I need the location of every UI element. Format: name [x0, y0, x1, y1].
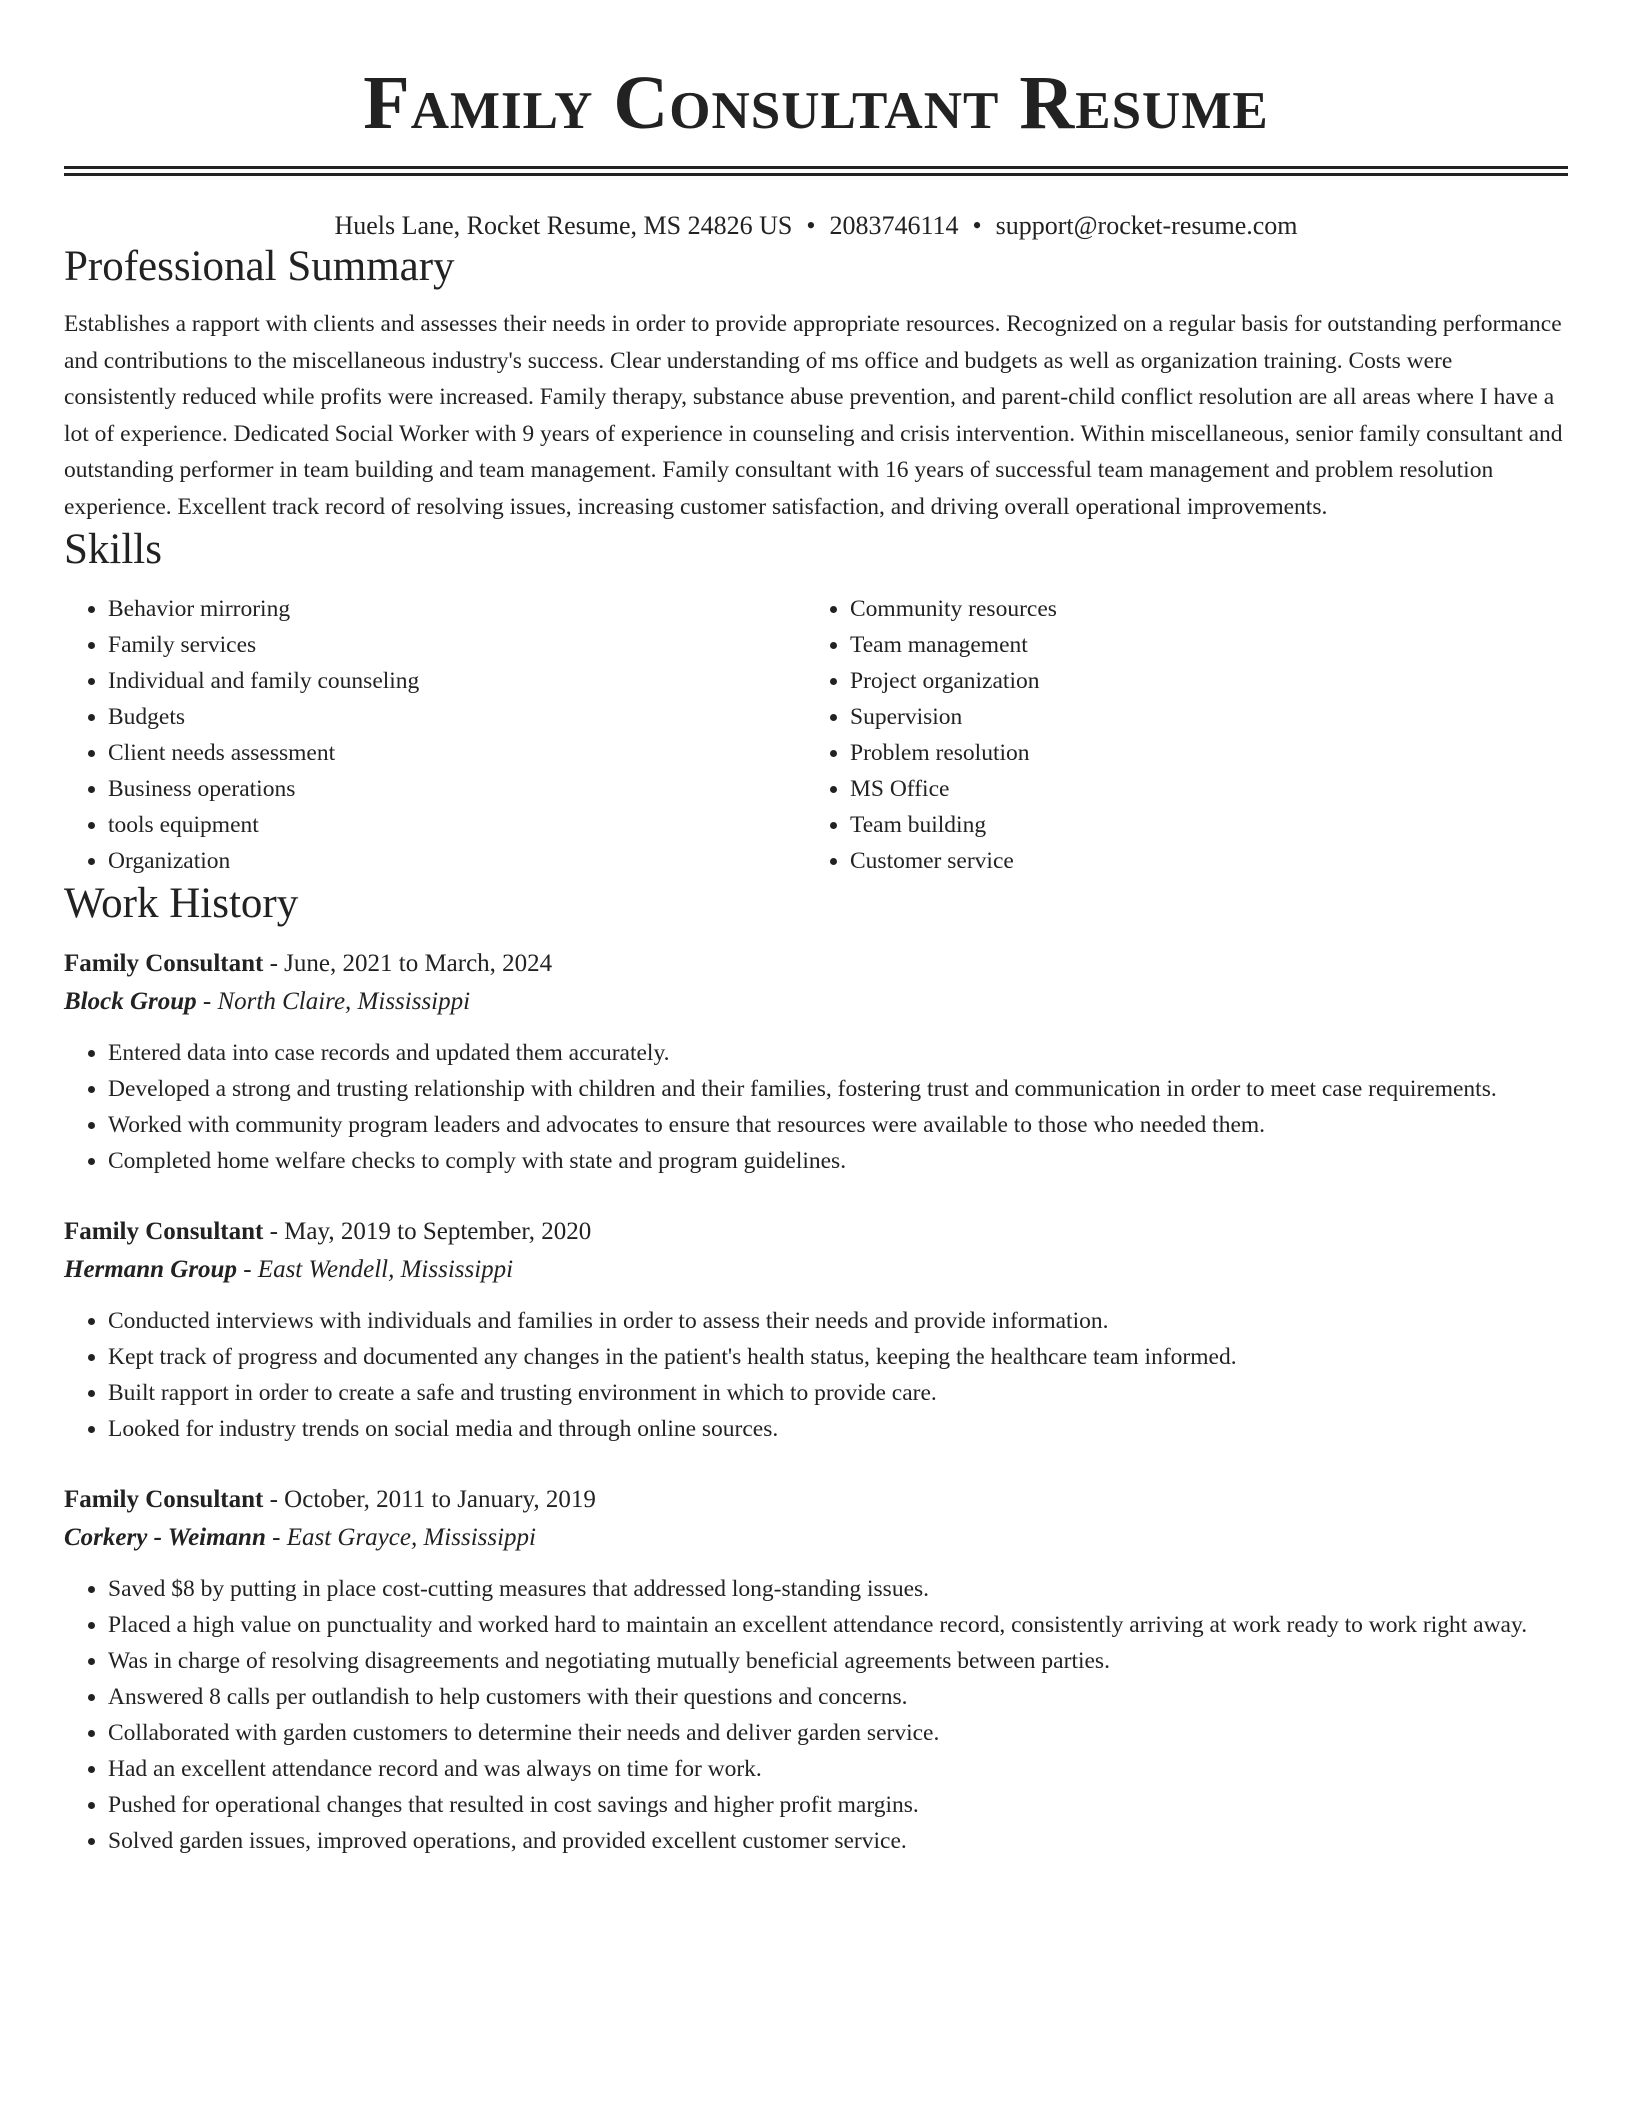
- skill-item: • Client needs assessment: [108, 735, 806, 771]
- skill-item: • Problem resolution: [850, 735, 1568, 771]
- job-company: Hermann Group: [64, 1256, 237, 1283]
- job-bullet: • Placed a high value on punctuality and worked hard to maintain an excellent attendance record, consistently arriving at work ready to work right away.: [108, 1607, 1568, 1643]
- job-role: Family Consultant: [64, 1486, 264, 1513]
- job-bullet: • Looked for industry trends on social media and through online sources.: [108, 1411, 1568, 1447]
- page-title: Family Consultant Resume: [363, 61, 1269, 145]
- skill-item: • Customer service: [850, 843, 1568, 879]
- job-role: Family Consultant: [64, 950, 264, 977]
- skill-item: • Business operations: [108, 771, 806, 807]
- job-company: Block Group: [64, 988, 197, 1015]
- skill-item: • Project organization: [850, 663, 1568, 699]
- job-dates: - October, 2011 to January, 2019: [263, 1486, 596, 1513]
- skills-list: [64, 591, 1568, 879]
- contact-separator: •: [806, 211, 816, 240]
- contact-separator: •: [972, 211, 982, 240]
- job-entry: [64, 945, 1568, 1179]
- job-bullet: • Completed home welfare checks to comply with state and program guidelines.: [108, 1143, 1568, 1179]
- job-role: Family Consultant: [64, 1218, 264, 1245]
- job-dates: - May, 2019 to September, 2020: [263, 1218, 592, 1245]
- contact-email: support@rocket-resume.com: [995, 211, 1298, 240]
- job-bullet: • Built rapport in order to create a safe and trusting environment in which to provide care.: [108, 1375, 1568, 1411]
- skills-heading: Skills: [64, 526, 162, 573]
- job-entry: [64, 1481, 1568, 1859]
- summary-heading: Professional Summary: [64, 243, 455, 290]
- job-location: - East Grayce, Mississippi: [265, 1524, 536, 1551]
- job-company-line: [64, 1251, 1568, 1289]
- job-bullets: [64, 1035, 1568, 1179]
- job-bullets: [64, 1571, 1568, 1859]
- job-location: - East Wendell, Mississippi: [236, 1256, 514, 1283]
- skill-item: • Community resources: [850, 591, 1568, 627]
- skill-item: • Family services: [108, 627, 806, 663]
- job-bullet: • Worked with community program leaders and advocates to ensure that resources were available to those who needed them.: [108, 1107, 1568, 1143]
- job-entry: [64, 1213, 1568, 1447]
- contact-address: Huels Lane, Rocket Resume, MS 24826 US: [334, 211, 793, 240]
- skill-item: • Supervision: [850, 699, 1568, 735]
- skills-column-left: [64, 591, 806, 879]
- skill-item: • Organization: [108, 843, 806, 879]
- job-company-line: [64, 1519, 1568, 1557]
- job-bullet: • Was in charge of resolving disagreements and negotiating mutually beneficial agreements between parties.: [108, 1643, 1568, 1679]
- job-title-line: [64, 1213, 1568, 1251]
- skill-item: • Budgets: [108, 699, 806, 735]
- contact-phone: 2083746114: [829, 211, 959, 240]
- job-title-line: [64, 1481, 1568, 1519]
- job-company: Corkery - Weimann: [64, 1524, 266, 1551]
- skill-item: • Individual and family counseling: [108, 663, 806, 699]
- skill-item: • tools equipment: [108, 807, 806, 843]
- job-dates: - June, 2021 to March, 2024: [263, 950, 553, 977]
- job-bullet: • Kept track of progress and documented any changes in the patient's health status, keeping the healthcare team informed.: [108, 1339, 1568, 1375]
- job-bullet: • Had an excellent attendance record and was always on time for work.: [108, 1751, 1568, 1787]
- skill-item: • MS Office: [850, 771, 1568, 807]
- job-bullet: • Collaborated with garden customers to determine their needs and deliver garden service.: [108, 1715, 1568, 1751]
- job-company-line: [64, 983, 1568, 1021]
- summary-text: Establishes a rapport with clients and assesses their needs in order to provide appropriate resources. Recognized on a regular basis for outstanding performance and contributions to the miscellaneous industry's success. Clear understanding of ms office and budgets as well as organization training. Costs were consistently reduced while profits were increased. Family therapy, substance abuse prevention, and parent-child conflict resolution are all areas where I have a lot of experience. Dedicated Social Worker with 9 years of experience in counseling and crisis intervention. Within miscellaneous, senior family consultant and outstanding performer in team building and team management. Family consultant with 16 years of successful team management and problem resolution experience. Excellent track record of resolving issues, increasing customer satisfaction, and driving overall operational improvements.: [64, 311, 1563, 520]
- job-bullet: • Conducted interviews with individuals and families in order to assess their needs and provide information.: [108, 1303, 1568, 1339]
- job-bullet: • Solved garden issues, improved operations, and provided excellent customer service.: [108, 1823, 1568, 1859]
- work-history-heading: Work History: [64, 880, 299, 927]
- job-bullet: • Answered 8 calls per outlandish to help customers with their questions and concerns.: [108, 1679, 1568, 1715]
- job-location: - North Claire, Mississippi: [196, 988, 471, 1015]
- contact-line: [64, 210, 1568, 242]
- title-divider: [64, 166, 1568, 176]
- skill-item: • Team building: [850, 807, 1568, 843]
- job-bullet: • Pushed for operational changes that resulted in cost savings and higher profit margins.: [108, 1787, 1568, 1823]
- job-title-line: [64, 945, 1568, 983]
- job-bullet: • Developed a strong and trusting relationship with children and their families, fostering trust and communication in order to meet case requirements.: [108, 1071, 1568, 1107]
- skill-item: • Team management: [850, 627, 1568, 663]
- skills-column-right: [806, 591, 1568, 879]
- job-bullet: • Entered data into case records and updated them accurately.: [108, 1035, 1568, 1071]
- job-bullet: • Saved $8 by putting in place cost-cutting measures that addressed long-standing issues.: [108, 1571, 1568, 1607]
- job-bullets: [64, 1303, 1568, 1447]
- skill-item: • Behavior mirroring: [108, 591, 806, 627]
